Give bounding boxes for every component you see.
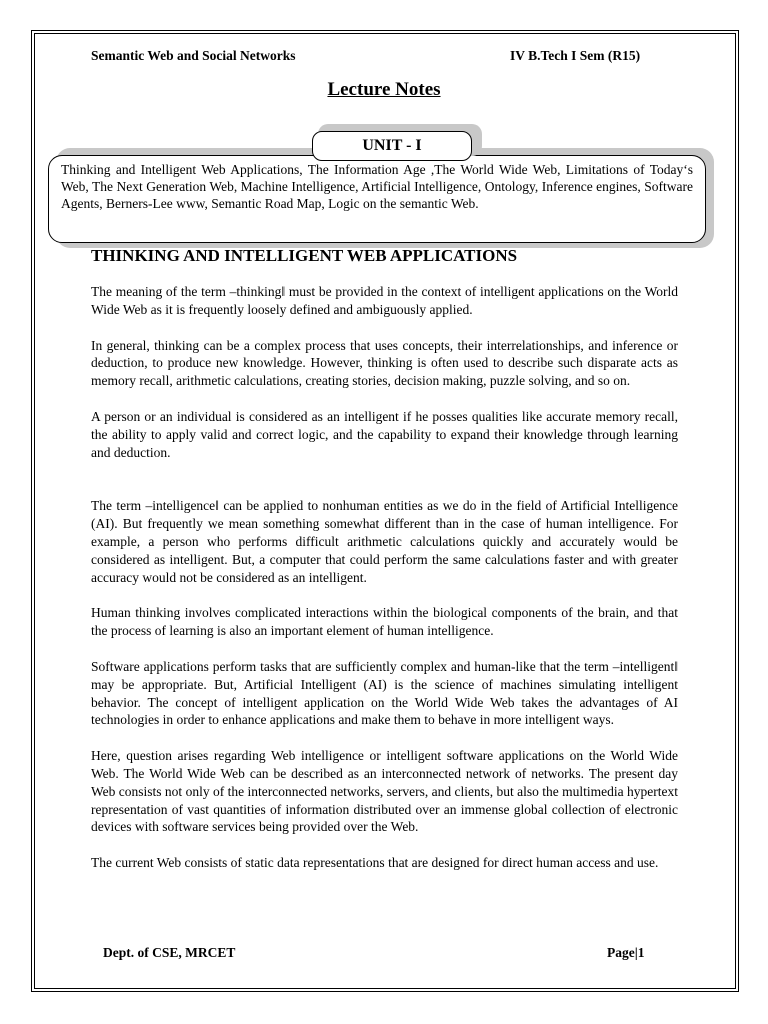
page-title: Lecture Notes — [327, 79, 441, 100]
paragraph: The current Web consists of static data representations that are designed for direct human access and use. — [91, 855, 659, 871]
paragraph: Human thinking involves complicated interactions within the biological components of the brain, and that the process of learning is also an important element of human intelligence. — [91, 605, 678, 639]
syllabus-box — [48, 155, 706, 243]
unit-label: UNIT - I — [312, 131, 472, 161]
body-text — [91, 283, 678, 872]
paragraph: Software applications perform tasks that are sufficiently complex and human-like that the term –intelligent‖ may be appropriate. But, Artificial Intelligent (AI) is the science of machines simulating intelligent behavior. The concept of intelligent application on the World Wide Web takes the advantages of AI technologies in order to enhance applications and make them to behave in more intelligent ways. — [91, 658, 678, 728]
paragraph: The meaning of the term –thinking‖ must be provided in the context of intelligent applications on the World Wide Web as it is frequently loosely defined and ambiguously applied. — [91, 284, 678, 317]
syllabus-text: Thinking and Intelligent Web Applications, The Information Age ,The World Wide Web, Limitations of Today‘s Web, The Next Generation Web, Machine Intelligence, Artificial Intelligence, Ontology, Inference engines, Software Agents, Berners-Lee www, Semantic Road Map, Logic on the semantic Web. — [61, 162, 693, 211]
paragraph: Here, question arises regarding Web intelligence or intelligent software applications on the World Wide Web. The World Wide Web can be described as an interconnected network of networks. The present day Web consists not only of the interconnected networks, servers, and clients, but also the multimedia hypertext representation of vast quantities of information distributed over an immense global collection of electronic devices with software services being provided over the Web. — [91, 748, 678, 835]
paragraph: In general, thinking can be a complex process that uses concepts, their interrelationships, and inference or deduction, to produce new knowledge. However, thinking is often used to describe such disparate acts as memory recall, arithmetic calculations, creating stories, decision making, puzzle solving, and so on. — [91, 337, 678, 389]
section-heading: THINKING AND INTELLIGENT WEB APPLICATIONS — [91, 246, 518, 265]
paragraph: A person or an individual is considered as an intelligent if he posses qualities like accurate memory recall, the ability to apply valid and correct logic, and the capability to expand their knowledge through learning and deduction. — [91, 408, 678, 460]
footer-department: Dept. of CSE, MRCET — [103, 945, 236, 960]
course-name: Semantic Web and Social Networks — [91, 48, 296, 63]
semester-label: IV B.Tech I Sem (R15) — [510, 48, 641, 63]
footer-page-number: Page|1 — [607, 945, 645, 960]
paragraph: The term –intelligence‖ can be applied to nonhuman entities as we do in the field of Artificial Intelligence (AI). But frequently we mean something somewhat different than in the case of human intelligence. For example, a person who performs difficult arithmetic calculations quickly and accurately would be considered as intelligent. But, a computer that could perform the same calculations faster and with greater accuracy would not be considered as an intelligent. — [91, 498, 678, 585]
